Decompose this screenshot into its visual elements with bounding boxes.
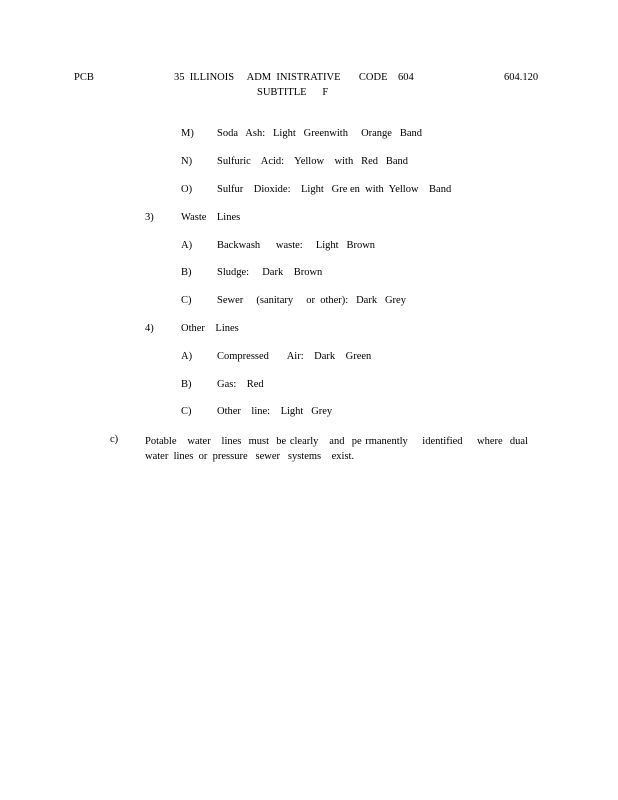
paragraph-text: Potable water lines must be clearly and pe rmanently identified where dual water lines or pressure sewer systems exist. xyxy=(145,436,534,462)
item-text: Soda Ash: Light Greenwith Orange Band xyxy=(217,128,423,139)
item-text: Sulfur Dioxide: Light Gre en with Yellow Band xyxy=(217,184,452,195)
item-text: Gas: Red xyxy=(217,379,264,390)
header-subtitle: SUBTITLE F xyxy=(257,87,329,98)
item-marker: C) xyxy=(181,406,192,417)
item-text: Sludge: Dark Brown xyxy=(217,267,323,278)
item-marker: N) xyxy=(181,156,193,167)
item-marker: O) xyxy=(181,184,193,195)
item-marker: B) xyxy=(181,379,192,390)
item-marker: M) xyxy=(181,128,194,139)
item-marker: 3) xyxy=(145,212,154,223)
item-marker: 4) xyxy=(145,323,154,334)
header-section-number: 604.120 xyxy=(504,72,539,83)
item-marker: B) xyxy=(181,267,192,278)
paragraph-marker: c) xyxy=(110,434,119,445)
item-text: Compressed Air: Dark Green xyxy=(217,351,372,362)
item-text: Sulfuric Acid: Yellow with Red Band xyxy=(217,156,409,167)
item-marker: A) xyxy=(181,351,193,362)
item-text: Waste Lines xyxy=(181,212,241,223)
item-text: Backwash waste: Light Brown xyxy=(217,240,376,251)
item-text: Other Lines xyxy=(181,323,239,334)
header-title: 35 ILLINOIS ADM INISTRATIVE CODE 604 xyxy=(174,72,414,83)
item-text: Other line: Light Grey xyxy=(217,406,333,417)
item-text: Sewer (sanitary or other): Dark Grey xyxy=(217,295,406,306)
header-left: PCB xyxy=(74,72,94,83)
item-marker: C) xyxy=(181,295,192,306)
item-marker: A) xyxy=(181,240,193,251)
